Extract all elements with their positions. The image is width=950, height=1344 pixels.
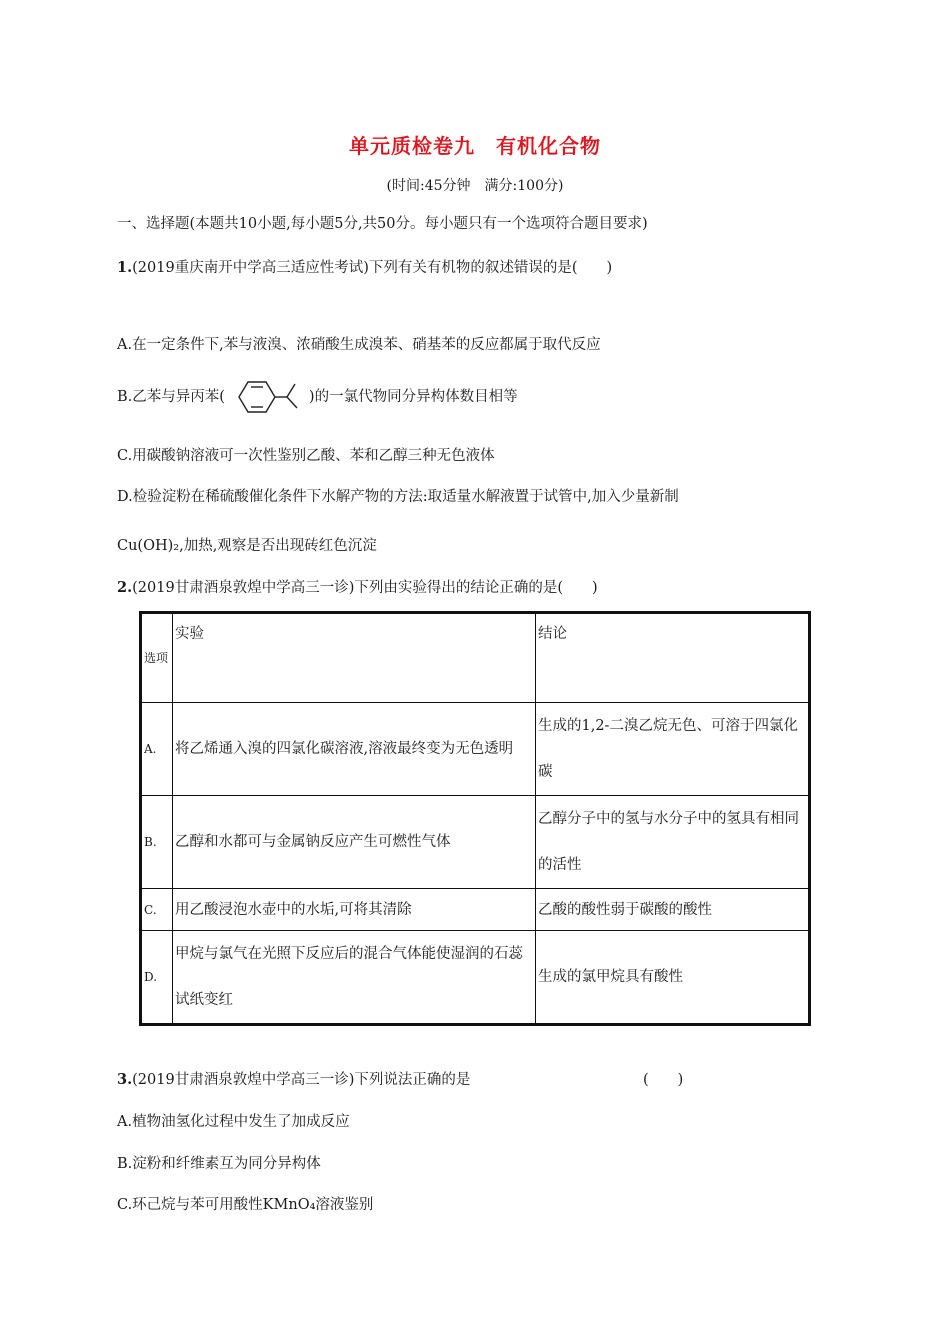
q3-option-c: C.环己烷与苯可用酸性KMnO₄溶液鉴别 [117,1197,374,1213]
experiment-text: 甲烷与氯气在光照下反应后的混合气体能使湿润的石蕊试纸变红 [175,946,523,1008]
row-experiment [173,796,536,889]
row-experiment [173,889,536,931]
row-conclusion [536,703,810,796]
row-conclusion [536,889,810,931]
q1-option-c: C.用碳酸钠溶液可一次性鉴别乙酸、苯和乙醇三种无色液体 [117,448,495,464]
table-row [141,703,810,796]
conclusion-text: 生成的氯甲烷具有酸性 [538,969,683,985]
page-title: 单元质检卷九 有机化合物 [349,134,601,158]
question-3-stem [117,1068,470,1089]
answer-parentheses: ( ) [643,1072,684,1088]
experiment-text: 乙醇和水都可与金属钠反应产生可燃性气体 [175,834,451,850]
row-option: B. [141,796,173,889]
q3-option-b: B.淀粉和纤维素互为同分异构体 [117,1156,321,1172]
q1-option-d-line2: Cu(OH)₂,加热,观察是否出现砖红色沉淀 [117,538,377,554]
question-number: 1. [117,259,133,276]
conclusion-text: 生成的1,2-二溴乙烷无色、可溶于四氯化碳 [538,718,798,780]
question-number: 2. [117,579,133,596]
row-conclusion [536,931,810,1025]
row-experiment [173,703,536,796]
row-option: C. [141,889,173,931]
question-text: (2019重庆南开中学高三适应性考试)下列有关有机物的叙述错误的是( ) [132,260,613,276]
row-conclusion [536,796,810,889]
experiment-table [139,611,811,1026]
conclusion-text: 乙酸的酸性弱于碳酸的酸性 [538,901,712,918]
question-2-stem [117,576,598,597]
q1-option-b [117,385,518,409]
question-1-stem [117,256,612,277]
option-b-text-end: )的一氯代物同分异构体数目相等 [308,389,518,405]
experiment-text: 将乙烯通入溴的四氯化碳溶液,溶液最终变为无色透明 [175,741,514,757]
question-text: (2019甘肃酒泉敦煌中学高三一诊)下列说法正确的是 [132,1072,471,1088]
header-conclusion: 结论 [536,613,810,703]
table-row [141,889,810,931]
question-text: (2019甘肃酒泉敦煌中学高三一诊)下列由实验得出的结论正确的是( ) [132,580,598,596]
isopropylbenzene-structure-icon [225,377,309,417]
table-row [141,796,810,889]
row-option: D. [141,931,173,1025]
q1-option-d-line1: D.检验淀粉在稀硫酸催化条件下水解产物的方法:取适量水解液置于试管中,加入少量新制 [117,489,679,505]
experiment-text: 用乙酸浸泡水壶中的水垢,可将其清除 [175,901,412,918]
q3-option-a: A.植物油氢化过程中发生了加成反应 [117,1114,350,1130]
question-number: 3. [117,1071,133,1088]
table-row [141,931,810,1025]
section-heading: 一、选择题(本题共10小题,每小题5分,共50分。每小题只有一个选项符合题目要求) [117,216,648,232]
q1-option-a: A.在一定条件下,苯与液溴、浓硝酸生成溴苯、硝基苯的反应都属于取代反应 [117,337,601,353]
row-option: A. [141,703,173,796]
exam-info: (时间:45分钟 满分:100分) [386,178,564,194]
header-option: 选项 [141,613,173,703]
option-b-text-start: B.乙苯与异丙苯( [117,389,225,405]
header-experiment: 实验 [173,613,536,703]
row-experiment [173,931,536,1025]
conclusion-text: 乙醇分子中的氢与水分子中的氢具有相同的活性 [538,811,799,873]
table-header-row [141,613,810,703]
